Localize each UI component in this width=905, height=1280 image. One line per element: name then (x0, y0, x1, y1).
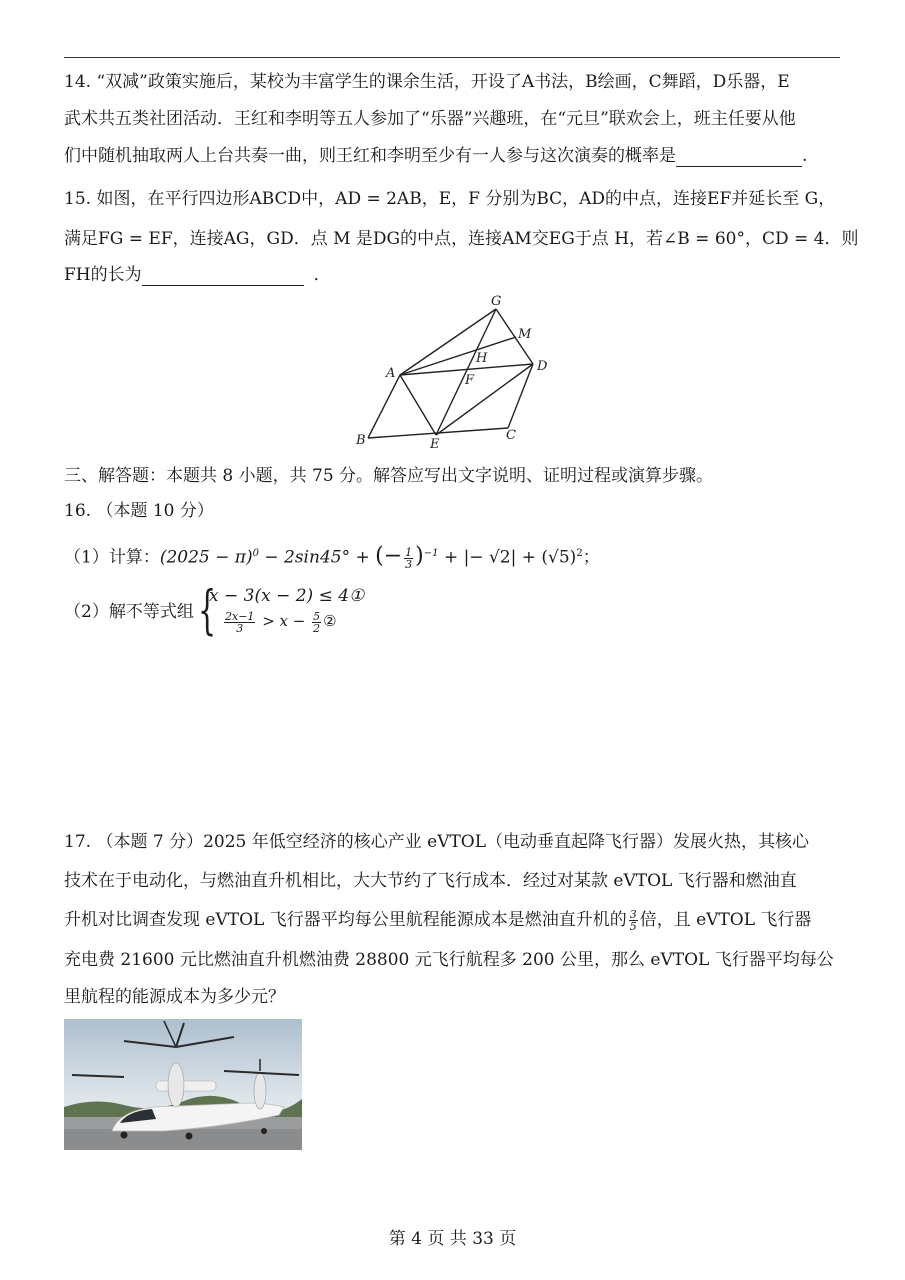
q16-ineq1-text: x − 3(x − 2) ≤ 4① (209, 586, 365, 606)
q16-ineq2 (222, 610, 337, 634)
q16-part1-frac-num: 1 (405, 545, 413, 559)
parallelogram-figure (340, 290, 570, 460)
q16-ineq2-den: 3 (236, 621, 244, 635)
q17-line3-frac (629, 909, 638, 932)
label-e: E (430, 437, 440, 452)
q17-line5: 里航程的能源成本为多少元？ (64, 987, 285, 1007)
q16-ineq2-num: 2x−1 (225, 609, 255, 623)
q17-line2: 技术在于电动化，与燃油直升机相比，大大节约了飞行成本．经过对某款 eVTOL 飞行器和燃油直 (64, 871, 797, 891)
label-b: B (356, 433, 366, 448)
q15-line3 (64, 264, 331, 286)
q16-part1-frac (404, 547, 413, 570)
label-f: F (465, 373, 475, 388)
label-d: D (537, 359, 548, 374)
q16-part1-d: + (√5) (516, 547, 577, 568)
q16-part1-a: (2025 − π) (159, 547, 253, 568)
q16-part1-frac-den: 3 (405, 557, 413, 571)
page-footer: 第 4 页 共 33 页 (388, 1229, 517, 1249)
system-brace: { (198, 581, 217, 641)
q16-header: 16. （本题 10 分） (64, 501, 214, 521)
label-h: H (476, 351, 488, 366)
seg-ab (368, 375, 400, 438)
q14-line3 (64, 145, 807, 167)
q15-line2: 满足FG = EF，连接AG，GD．点 M 是DG的中点，连接AM交EG于点 H，若∠B = 60°，CD = 4．则 (64, 229, 859, 249)
label-g: G (491, 294, 502, 309)
q17-line1: 17. （本题 7 分）2025 年低空经济的核心产业 eVTOL（电动垂直起降飞行器）发展火热，其核心 (64, 832, 810, 852)
q16-ineq2-tag: ② (323, 612, 337, 630)
q16-ineq2-fden: 2 (313, 621, 321, 635)
q14-line3-text: 们中随机抽取两人上台共奏一曲，则王红和李明至少有一人参与这次演奏的概率是 (64, 146, 676, 166)
q16-part1-label: （1）计算： (64, 547, 160, 568)
q17-line3-b: 倍，且 eVTOL 飞行器 (639, 910, 812, 930)
q17-line3-a: 升机对比调查发现 eVTOL 飞行器平均每公里航程能源成本是燃油直升机的 (64, 910, 627, 930)
q15-line1: 15. 如图，在平行四边形ABCD中，AD = 2AB，E，F 分别为BC，AD的中点，连接EF并延长至 G， (64, 189, 836, 209)
q16-ineq2-mid: > x − (262, 612, 306, 630)
label-a: A (386, 366, 396, 381)
q14-answer-blank (676, 148, 802, 167)
q16-part2-label: （2）解不等式组 (64, 602, 194, 622)
evtol-photo (64, 1019, 302, 1150)
q14-line3-end: . (802, 146, 808, 166)
label-c: C (506, 428, 516, 443)
q16-part1-sup1: −1 (423, 548, 439, 559)
q16-ineq1 (209, 585, 364, 607)
top-rule (64, 57, 840, 58)
seg-eg (436, 309, 496, 435)
q16-part1-c: + (438, 547, 464, 568)
q16-part1-end: ； (582, 547, 600, 568)
q17-frac-num: 3 (629, 908, 637, 921)
seg-am (400, 337, 516, 375)
section3-heading: 三、解答题：本题共 8 小题，共 75 分。解答应写出文字说明、证明过程或演算步骤。 (64, 466, 714, 486)
q15-line3-end: ． (313, 265, 331, 285)
q16-ineq2-fnum: 5 (313, 609, 321, 623)
q17-line3 (64, 909, 811, 932)
q15-answer-blank (142, 267, 304, 286)
q16-part1-sup2: 2 (576, 548, 583, 559)
q17-line4: 充电费 21600 元比燃油直升机燃油费 28800 元飞行航程多 200 公里，那么 eVTOL 飞行器平均每公 (64, 950, 834, 970)
q16-part1-sup0: 0 (252, 548, 259, 559)
q15-line3-text: FH的长为 (64, 265, 142, 285)
q16-ineq2-frac (224, 611, 255, 634)
seg-ae (400, 375, 436, 435)
label-m: M (518, 327, 532, 342)
q16-ineq2-frac2 (312, 611, 321, 634)
q16-part1-b: − 2sin45° + (258, 547, 376, 568)
q14-line2: 武术共五类社团活动．王红和李明等五人参加了“乐器”兴趣班，在“元旦”联欢会上，班主任要从他 (64, 109, 796, 129)
q16-part1-abs: |− √2| (463, 547, 517, 568)
q17-frac-den: 5 (629, 920, 637, 933)
q14-line1: 14. “双减”政策实施后，某校为丰富学生的课余生活，开设了A书法，B绘画，C舞蹈，D乐器，E (64, 72, 790, 92)
q16-part1: （1）计算：$(2025 - \pi)^0 - 2\sin 45^\circ$ + (− $\frac{1}{3}$ )$^{-1}$ + |− $√2| + (√5)^2$； (64, 543, 600, 571)
